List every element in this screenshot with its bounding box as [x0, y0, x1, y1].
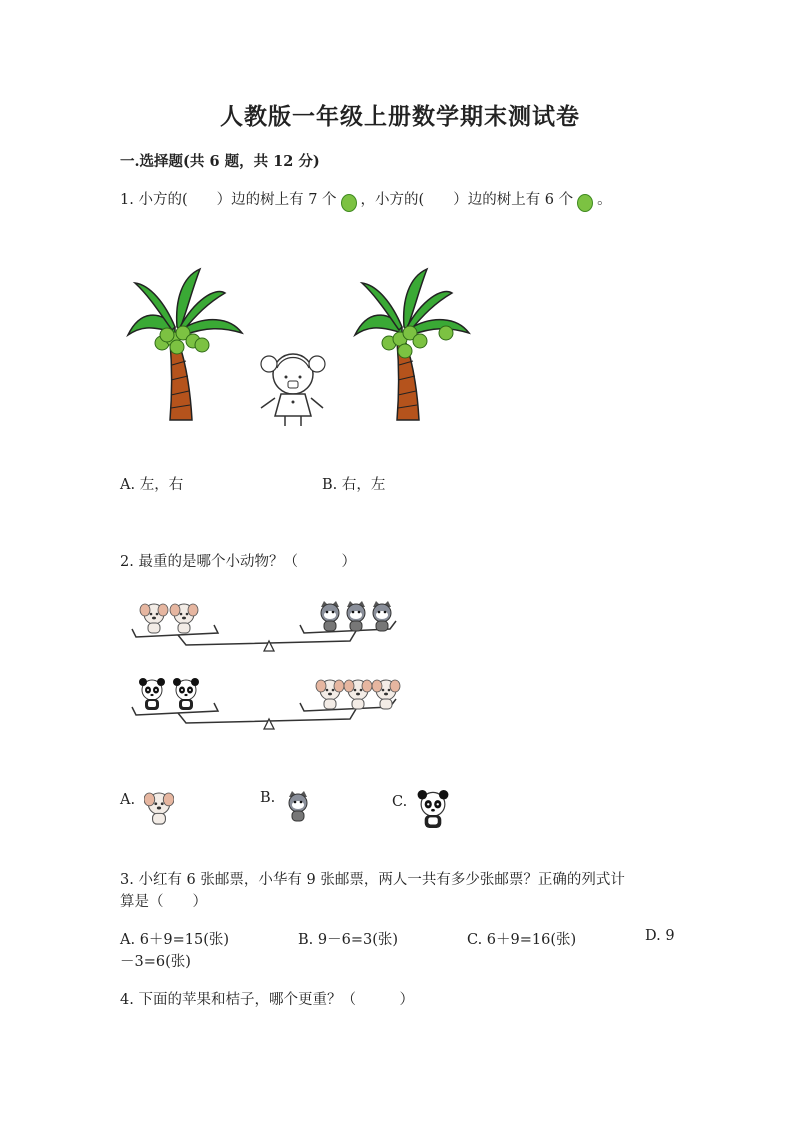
question-1-part1: 1. 小方的( ）边的树上有 7 个	[120, 192, 337, 208]
question-3-line2: 算是（ ）	[120, 894, 207, 910]
question-3-line1: 3. 小红有 6 张邮票，小华有 9 张邮票，两人一共有多少张邮票？正确的列式计	[120, 872, 625, 888]
section-heading: 一.选择题(共 6 题，共 12 分)	[120, 153, 320, 170]
question-2-option-c[interactable]	[392, 790, 450, 828]
left-palm-tree	[128, 269, 242, 420]
question-2-option-b-label: B.	[260, 790, 276, 806]
question-2-option-a-label: A.	[120, 792, 136, 808]
question-1-illustration	[115, 255, 485, 435]
question-2-option-b[interactable]	[260, 790, 312, 824]
coconut-icon	[341, 194, 357, 212]
page-title: 人教版一年级上册数学期末测试卷	[220, 103, 580, 130]
cat-icon	[284, 790, 312, 824]
question-4-text: 4. 下面的苹果和桔子，哪个更重？（ ）	[120, 992, 414, 1008]
question-3-option-a[interactable]: A. 6＋9=15(张)	[120, 932, 230, 948]
girl-figure	[261, 354, 325, 426]
question-1-part3: 。	[597, 192, 612, 208]
scale-top	[132, 601, 396, 651]
question-1-part2: ，小方的( ）边的树上有 6 个	[360, 192, 574, 208]
question-3-option-d-continued: －3=6(张)	[120, 954, 191, 970]
question-1-text	[120, 188, 612, 212]
question-2-text: 2. 最重的是哪个小动物？（ ）	[120, 554, 356, 570]
question-3-option-c[interactable]: C. 6＋9=16(张)	[467, 932, 577, 948]
dog-icon	[144, 790, 174, 826]
question-1-option-b[interactable]: B. 右，左	[322, 477, 386, 493]
right-palm-tree	[355, 269, 469, 420]
question-3-option-b[interactable]: B. 9－6=3(张)	[298, 932, 399, 948]
question-1-option-a[interactable]: A. 左，右	[120, 477, 184, 493]
question-3-option-d[interactable]: D. 9	[645, 928, 675, 944]
coconut-icon	[577, 194, 593, 212]
scale-bottom	[132, 678, 400, 729]
question-2-option-c-label: C.	[392, 794, 408, 810]
balance-scales-illustration	[130, 595, 410, 750]
panda-icon	[416, 790, 450, 828]
question-2-option-a[interactable]	[120, 790, 174, 826]
